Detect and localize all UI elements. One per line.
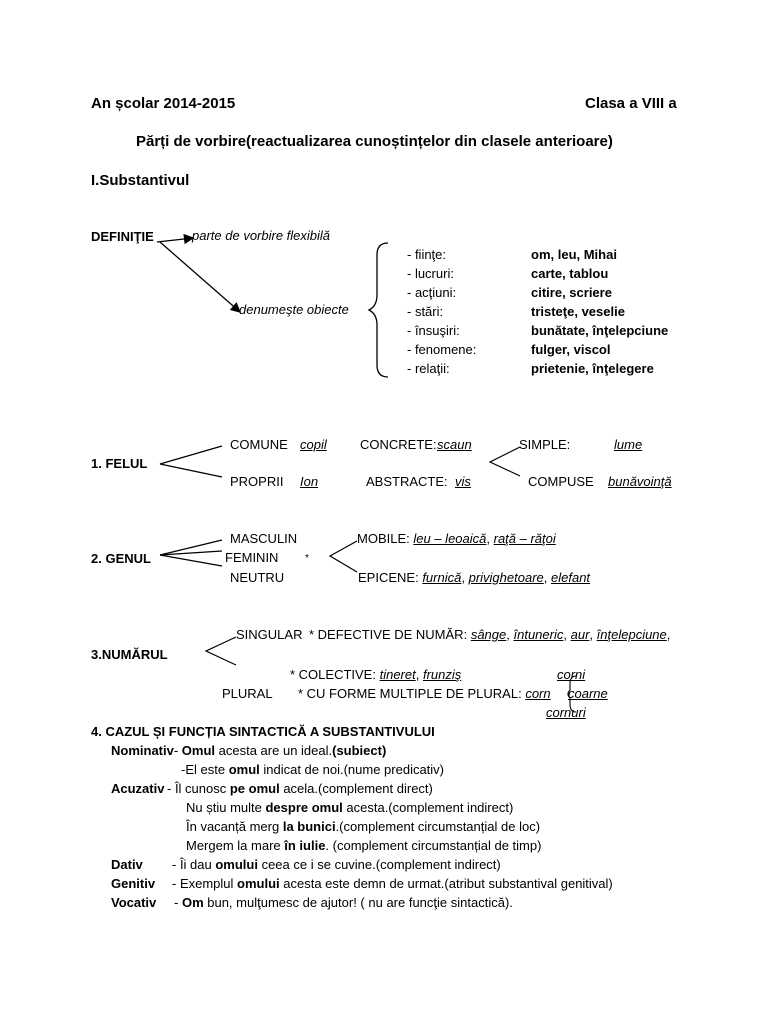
plural-form-2: coarne <box>568 686 608 701</box>
text-bold: la bunici <box>282 819 336 834</box>
text-bold: despre omul <box>265 800 343 815</box>
epicene-example-2: privighetoare <box>468 570 544 585</box>
definition-names: denumeşte obiecte <box>239 302 349 317</box>
separator: , <box>486 531 490 546</box>
mobile-example-2: raţă – răţoi <box>493 531 556 546</box>
genitiv-line <box>172 876 613 892</box>
simple-label: SIMPLE: <box>519 437 571 452</box>
cazul-heading: 4. CAZUL ȘI FUNCȚIA SINTACTICĂ A SUBSTANTIVULUI <box>91 724 435 739</box>
vocativ-label: Vocativ <box>111 895 157 910</box>
separator: , <box>666 627 671 642</box>
concrete-example: scaun <box>437 437 472 452</box>
text: . (complement circumstanțial de timp) <box>325 838 542 853</box>
proprii-label: PROPRII <box>230 474 284 489</box>
arrow-names <box>160 242 240 312</box>
text: acesta.(complement indirect) <box>342 800 514 815</box>
definition-label: DEFINIŢIE <box>91 229 154 244</box>
plural-form-1: corni <box>557 667 586 682</box>
colective-label: * COLECTIVE: <box>290 667 376 682</box>
text: - Îl cunosc <box>167 781 230 796</box>
category-label: - fiinţe: <box>407 247 447 262</box>
colective-example-1: tineret <box>379 667 416 682</box>
acuzativ-line-3 <box>186 819 540 835</box>
genul-label: 2. GENUL <box>91 551 151 566</box>
separator: , <box>415 667 420 682</box>
masculin-label: MASCULIN <box>230 531 298 546</box>
nominativ-label: Nominativ <box>111 743 174 758</box>
school-year: An școlar 2014-2015 <box>91 95 236 112</box>
text-bold: pe omul <box>229 781 280 796</box>
separator: , <box>506 627 510 642</box>
numarul-label: 3.NUMĂRUL <box>91 647 168 662</box>
multiple-example: corn <box>525 686 551 701</box>
genitiv-label: Genitiv <box>111 876 156 891</box>
arrow-flexible <box>157 238 193 242</box>
numarul-branch <box>206 637 236 665</box>
epicene-example-1: furnică <box>422 570 462 585</box>
neutru-label: NEUTRU <box>230 570 285 585</box>
text-bold: omului <box>237 876 280 891</box>
felul-label: 1. FELUL <box>91 456 148 471</box>
epicene-example-3: elefant <box>551 570 591 585</box>
text-bold: (subiect) <box>332 743 387 758</box>
dativ-line <box>172 857 501 873</box>
category-example: prietenie, înţelegere <box>531 361 654 376</box>
category-example: tristeţe, veselie <box>531 304 625 319</box>
felul-branch <box>160 446 222 477</box>
simple-example: lume <box>614 437 643 452</box>
defective-example-4: înţelepciune <box>596 627 667 642</box>
multiple-line <box>298 686 551 702</box>
colective-line <box>290 667 461 683</box>
category-example: fulger, viscol <box>531 342 611 357</box>
category-label: - fenomene: <box>407 342 477 357</box>
category-label: - relaţii: <box>407 361 450 376</box>
text: -El este <box>181 762 229 777</box>
acuzativ-line-1 <box>167 781 433 797</box>
acuzativ-line-2 <box>186 800 513 816</box>
simple-branch <box>490 447 520 476</box>
feminin-star: * <box>305 553 309 564</box>
comune-label: COMUNE <box>230 437 288 452</box>
epicene-line <box>358 570 590 586</box>
separator: , <box>543 570 548 585</box>
page-title: Părți de vorbire(reactualizarea cunoștințelor din clasele anterioare) <box>136 133 613 150</box>
proprii-example: Ion <box>300 474 319 489</box>
plural-label: PLURAL <box>222 686 273 701</box>
category-example: citire, scriere <box>531 285 612 300</box>
mobile-example-1: leu – leoaică <box>413 531 487 546</box>
text-bold: omului <box>215 857 258 872</box>
singular-label: SINGULAR <box>236 627 303 642</box>
abstracte-example: vis <box>455 474 471 489</box>
mobile-branch <box>330 541 357 572</box>
text: - Exemplul <box>172 876 238 891</box>
nominativ-line-2 <box>181 762 444 778</box>
multiple-label: * CU FORME MULTIPLE DE PLURAL: <box>298 686 522 701</box>
vocativ-line <box>174 895 513 911</box>
text: În vacanță merg <box>186 819 283 834</box>
text: acela.(complement direct) <box>279 781 433 796</box>
category-label: - lucruri: <box>407 266 454 281</box>
text-bold: Omul <box>181 743 216 758</box>
comune-example: copil <box>300 437 327 452</box>
acuzativ-label: Acuzativ <box>111 781 165 796</box>
acuzativ-line-4 <box>186 838 541 854</box>
text: indicat de noi.(nume predicativ) <box>259 762 445 777</box>
text: Mergem la mare <box>186 838 285 853</box>
text: - Îi dau <box>172 857 216 872</box>
compuse-example: bunăvoinţă <box>608 474 672 489</box>
category-example: om, leu, Mihai <box>531 247 617 262</box>
plural-form-3: cornuri <box>546 705 586 720</box>
epicene-label: EPICENE: <box>358 570 419 585</box>
section-title: I.Substantivul <box>91 172 190 189</box>
category-example: carte, tablou <box>531 266 609 281</box>
curly-brace <box>369 243 388 377</box>
text-bold: omul <box>228 762 260 777</box>
nominativ-line-1 <box>111 743 386 759</box>
defective-label: * DEFECTIVE DE NUMĂR: <box>309 627 468 642</box>
text: acesta este demn de urmat.(atribut substantival genitival) <box>279 876 613 891</box>
text: bun, mulţumesc de ajutor! ( nu are funcţie sintactică). <box>203 895 513 910</box>
category-label: - însuşiri: <box>407 323 460 338</box>
abstracte-label: ABSTRACTE: <box>366 474 448 489</box>
genul-branch-3 <box>160 555 222 566</box>
definition-flexible: parte de vorbire flexibilă <box>192 228 331 243</box>
text: - <box>174 895 182 910</box>
category-example: bunătate, înţelepciune <box>531 323 669 338</box>
category-label: - stări: <box>407 304 444 319</box>
class-label: Clasa a VIII a <box>585 95 677 112</box>
concrete-label: CONCRETE: <box>360 437 437 452</box>
text-bold: în iulie <box>284 838 326 853</box>
defective-example-2: întuneric <box>513 627 564 642</box>
text: .(complement circumstanțial de loc) <box>335 819 541 834</box>
category-label: - acţiuni: <box>407 285 457 300</box>
dativ-label: Dativ <box>111 857 143 872</box>
mobile-label: MOBILE: <box>357 531 410 546</box>
text: acesta are un ideal. <box>215 743 333 758</box>
text: ceea ce i se cuvine.(complement indirect) <box>257 857 501 872</box>
defective-example-1: sânge <box>470 627 507 642</box>
compuse-label: COMPUSE <box>528 474 594 489</box>
text: - <box>173 743 182 758</box>
text-bold: Om <box>181 895 204 910</box>
separator: , <box>589 627 594 642</box>
mobile-line <box>357 531 556 547</box>
separator: , <box>461 570 465 585</box>
colective-example-2: frunziş <box>422 667 462 682</box>
separator: , <box>563 627 567 642</box>
feminin-label: FEMININ <box>225 550 279 565</box>
text: Nu știu multe <box>186 800 266 815</box>
defective-example-3: aur <box>570 627 590 642</box>
defective-line <box>309 627 670 643</box>
